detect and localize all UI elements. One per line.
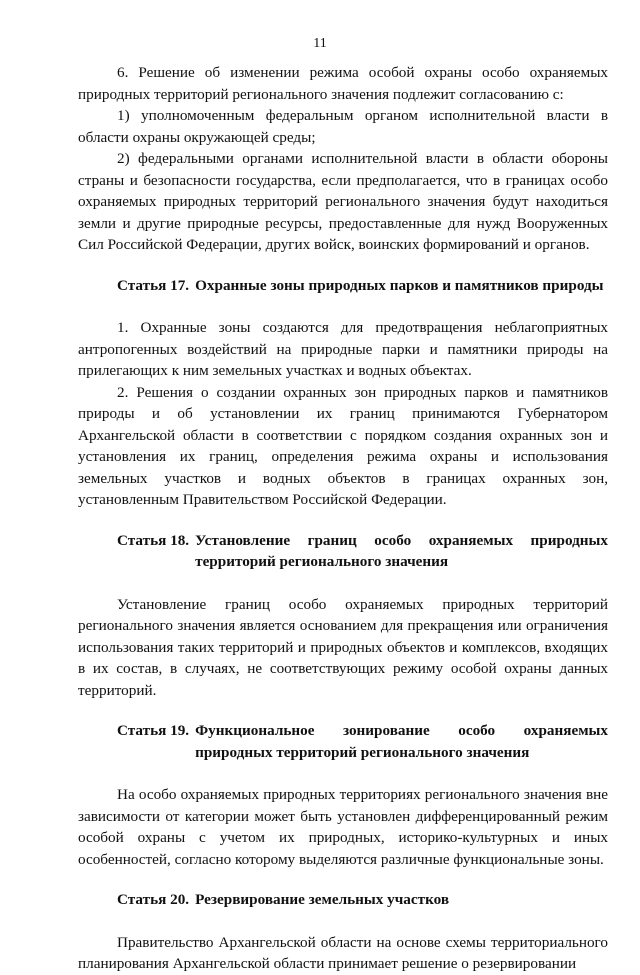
article-17-title: Охранные зоны природных парков и памятников природы	[195, 276, 604, 294]
article-18-title: Установление границ особо охраняемых природных территорий регионального значения	[195, 531, 608, 570]
article-19-title: Функциональное зонирование особо охраняемых природных территорий регионального значения	[195, 722, 608, 761]
article-17-paragraph-2: 2. Решения о создании охранных зон природных парков и памятников природы и об установлении их границ принимаются Губернатором Архангельской области в соответствии с порядком создания охранных зон и установления их границ, определения режима охраны и использования земельных участков и водных объектов в границах охранных зон, установленным Правительством Российской Федерации.	[78, 383, 608, 508]
page-number: 11	[313, 36, 327, 51]
article-19-number: Статья 19.	[117, 722, 190, 739]
article-17-number: Статья 17.	[117, 276, 190, 294]
article-19-paragraph-1: На особо охраняемых природных территориях регионального значения вне зависимости от категории может быть установлен дифференцированный режим особой охраны с учетом их природных, историко-культурных и иных особенностей, согласно которому выделяются различные функциональные зоны.	[78, 786, 608, 868]
article-20-number: Статья 20.	[117, 891, 190, 908]
paragraph-6-item-2: 2) федеральными органами исполнительной власти в области обороны страны и безопасности государства, если предполагается, что в границах особо охраняемых природных территорий регионального значения будут находиться земли и другие природные ресурсы, предоставленные для нужд Вооруженных Сил Российской Федерации, других войск, воинских формирований и органов.	[78, 150, 608, 253]
article-17-paragraph-1: 1. Охранные зоны создаются для предотвращения неблагоприятных антропогенных воздействий на природные парки и памятники природы на прилегающих к ним земельных участках и водных объектах.	[78, 319, 608, 379]
article-17-heading	[78, 275, 608, 297]
paragraph-6: 6. Решение об изменении режима особой охраны особо охраняемых природных территорий регионального значения подлежит согласованию с:	[78, 64, 608, 103]
article-20-paragraph-1: Правительство Архангельской области на основе схемы территориального планирования Архангельской области принимает решение о резервировании	[78, 933, 608, 972]
article-20-title: Резервирование земельных участков	[195, 891, 450, 908]
article-18-number: Статья 18.	[117, 531, 190, 549]
article-18-paragraph-1: Установление границ особо охраняемых природных территорий регионального значения является основанием для прекращения или ограничения использования таких территорий и природных объектов и комплексов, входящих в их состав, в случаях, не соответствующих режиму особой охраны данных территорий.	[78, 595, 608, 699]
article-19-heading	[78, 720, 608, 763]
document-body	[78, 62, 608, 975]
paragraph-6-item-1: 1) уполномоченным федеральным органом исполнительной власти в области охраны окружающей среды;	[78, 107, 608, 146]
article-18-heading	[78, 530, 608, 573]
article-20-heading	[78, 889, 608, 911]
